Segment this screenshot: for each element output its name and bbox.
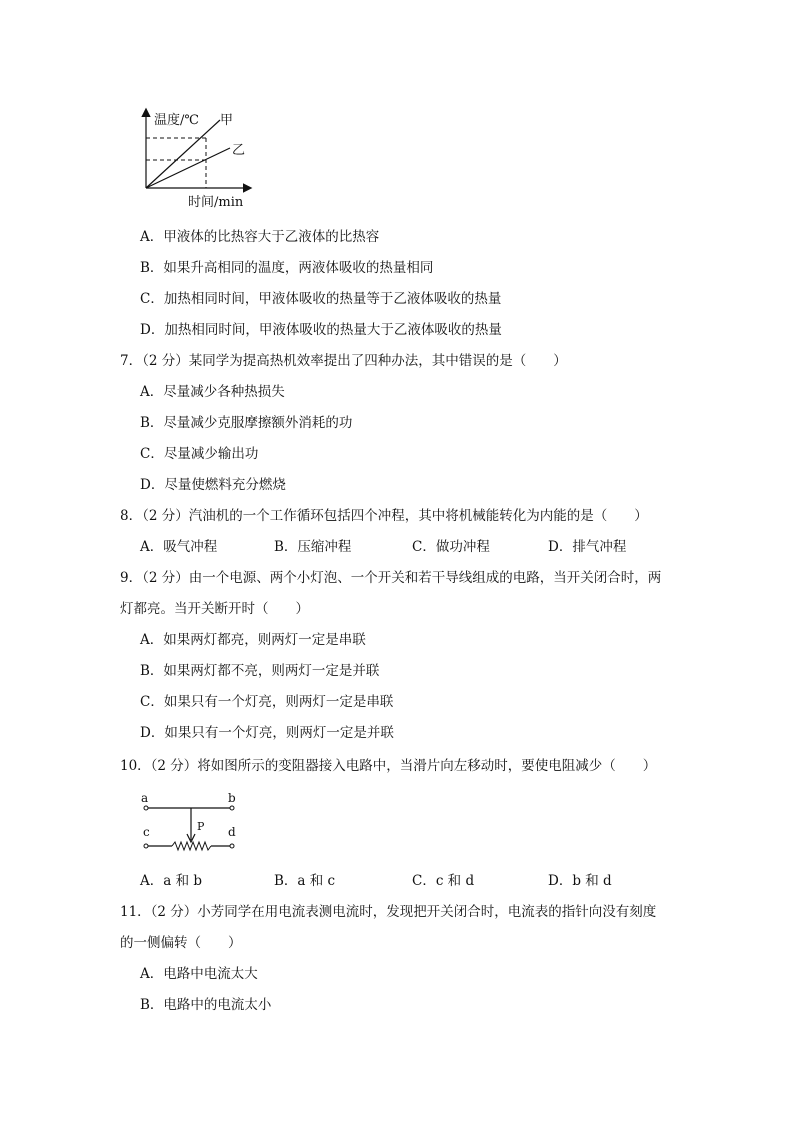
q6-option-d: D．加热相同时间，甲液体吸收的热量大于乙液体吸收的热量 — [140, 322, 502, 338]
terminal-a — [144, 806, 148, 810]
q7-stem: 7．（2 分）某同学为提高热机效率提出了四种办法，其中错误的是（ ） — [120, 353, 567, 369]
q11-stem-line2: 的一侧偏转（ ） — [120, 935, 242, 951]
terminal-label-b: b — [228, 791, 236, 805]
q10-option-a: A．a 和 b — [140, 873, 203, 889]
q8-option-d: D．排气冲程 — [548, 539, 627, 555]
q9-option-a: A．如果两灯都亮，则两灯一定是串联 — [140, 632, 366, 648]
q7-option-d: D．尽量使燃料充分燃烧 — [140, 477, 286, 493]
line-yi — [146, 148, 230, 188]
terminal-d — [230, 844, 234, 848]
q6-option-b: B．如果升高相同的温度，两液体吸收的热量相同 — [140, 260, 434, 276]
q11-stem-line1: 11．（2 分）小芳同学在用电流表测电流时，发现把开关闭合时，电流表的指针向没有刻度 — [120, 904, 657, 920]
line-jia — [146, 120, 220, 188]
q7-option-a: A．尽量减少各种热损失 — [140, 384, 285, 400]
q10-option-c: C．c 和 d — [412, 873, 475, 889]
q8-stem: 8．（2 分）汽油机的一个工作循环包括四个冲程，其中将机械能转化为内能的是（ ） — [120, 508, 648, 524]
q9-option-c: C．如果只有一个灯亮，则两灯一定是串联 — [140, 694, 394, 710]
q9-stem-line2: 灯都亮。当开关断开时（ ） — [120, 601, 309, 617]
q10-option-d: D．b 和 d — [548, 873, 612, 889]
q8-option-a: A．吸气冲程 — [140, 539, 218, 555]
terminal-label-c: c — [143, 825, 150, 839]
q8-option-b: B．压缩冲程 — [274, 539, 352, 555]
q8-option-c: C．做功冲程 — [412, 539, 490, 555]
slider-label-p: P — [197, 820, 205, 833]
terminal-label-d: d — [228, 825, 236, 839]
resistance-coil — [172, 842, 211, 850]
q10-option-b: B．a 和 c — [274, 873, 336, 889]
q11-option-b: B．电路中的电流太小 — [140, 997, 272, 1013]
x-axis-label: 时间/min — [188, 195, 244, 210]
terminal-label-a: a — [141, 791, 149, 805]
q7-option-c: C．尽量减少输出功 — [140, 446, 259, 462]
series-label-jia: 甲 — [220, 113, 234, 128]
y-axis-label: 温度/℃ — [154, 113, 199, 128]
q6-option-a: A．甲液体的比热容大于乙液体的比热容 — [140, 229, 380, 245]
temperature-time-graph — [120, 104, 280, 212]
q11-option-a: A．电路中电流太大 — [140, 966, 258, 982]
rheostat-figure — [136, 790, 246, 860]
terminal-b — [230, 806, 234, 810]
q9-option-b: B．如果两灯都不亮，则两灯一定是并联 — [140, 663, 380, 679]
terminal-c — [144, 844, 148, 848]
q10-stem: 10．（2 分）将如图所示的变阻器接入电路中，当滑片向左移动时，要使电阻减少（ ） — [120, 758, 657, 774]
q9-stem-line1: 9．（2 分）由一个电源、两个小灯泡、一个开关和若干导线组成的电路，当开关闭合时，两 — [120, 570, 662, 586]
q9-option-d: D．如果只有一个灯亮，则两灯一定是并联 — [140, 725, 394, 741]
series-label-yi: 乙 — [232, 143, 246, 158]
q6-option-c: C．加热相同时间，甲液体吸收的热量等于乙液体吸收的热量 — [140, 291, 502, 307]
q7-option-b: B．尽量减少克服摩擦额外消耗的功 — [140, 415, 353, 431]
